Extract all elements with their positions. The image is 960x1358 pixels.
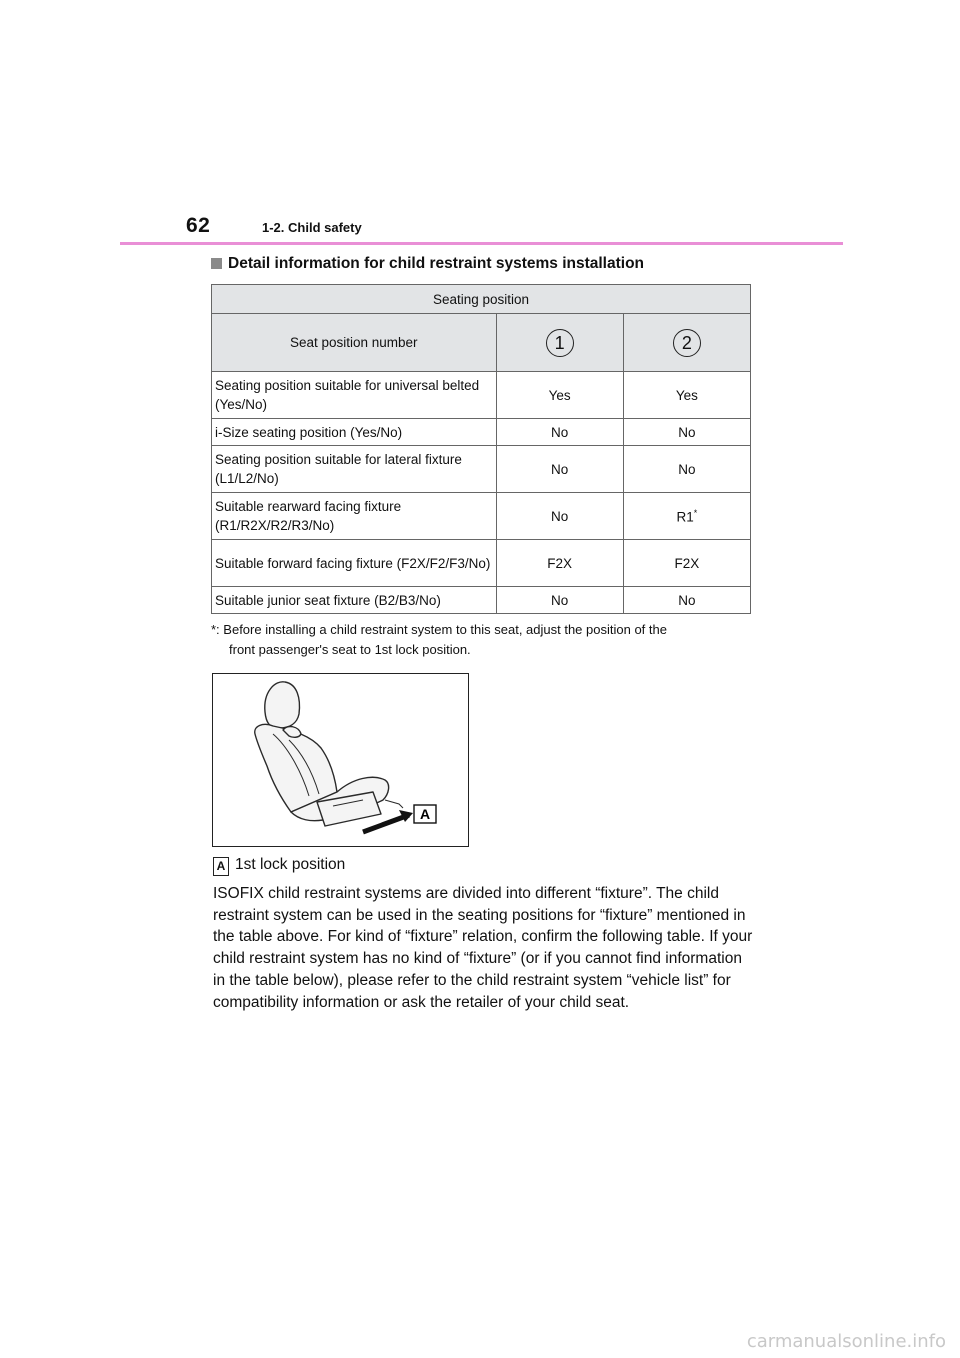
seat-row-label: Seat position number (212, 314, 497, 372)
row-label: Seating position suitable for universal belted (Yes/No) (212, 372, 497, 419)
circled-number-icon: 2 (673, 329, 701, 357)
page-number: 62 (186, 214, 211, 237)
table-row (212, 587, 751, 614)
child-restraint-table (211, 284, 751, 614)
footnote-line-2: front passenger's seat to 1st lock position. (229, 642, 471, 657)
row-value-seat-2 (623, 493, 750, 540)
table-row (212, 372, 751, 419)
seat-number-1 (496, 314, 623, 372)
row-value-seat-2: F2X (623, 540, 750, 587)
seat-number-2 (623, 314, 750, 372)
row-value-seat-1: No (496, 419, 623, 446)
footnote-marker: * (693, 507, 698, 518)
circled-number-icon: 1 (546, 329, 574, 357)
row-label: Suitable forward facing fixture (F2X/F2/F3/No) (212, 540, 497, 587)
row-value-seat-2: No (623, 446, 750, 493)
subheading (211, 255, 644, 273)
footnote (211, 620, 751, 660)
row-label: Suitable rearward facing fixture (R1/R2X/R2/R3/No) (212, 493, 497, 540)
subheading-text: Detail information for child restraint systems installation (228, 255, 645, 272)
row-value-seat-1: F2X (496, 540, 623, 587)
row-label: Seating position suitable for lateral fixture (L1/L2/No) (212, 446, 497, 493)
row-value-seat-2: Yes (623, 372, 750, 419)
row-value-seat-1: No (496, 587, 623, 614)
row-value-seat-2: No (623, 419, 750, 446)
footnote-mark: *: (211, 622, 220, 637)
row-value-text: R1 (676, 509, 694, 525)
watermark: carmanualsonline.info (746, 1331, 946, 1352)
row-label: i-Size seating position (Yes/No) (212, 419, 497, 446)
headrest-shape (265, 682, 300, 728)
table-row (212, 540, 751, 587)
seat-illustration (212, 673, 469, 847)
footnote-line-1: Before installing a child restraint system to this seat, adjust the position of the (223, 622, 667, 637)
callout-legend (213, 856, 345, 876)
row-value-seat-2: No (623, 587, 750, 614)
table-title: Seating position (212, 285, 751, 314)
row-value-seat-1: Yes (496, 372, 623, 419)
square-bullet-icon (211, 258, 222, 269)
section-title: 1-2. Child safety (262, 220, 362, 235)
table-header-row (212, 285, 751, 314)
table-row (212, 419, 751, 446)
seat-drawing (213, 674, 468, 846)
table-row (212, 446, 751, 493)
row-value-seat-1: No (496, 446, 623, 493)
row-value-seat-1: No (496, 493, 623, 540)
row-label: Suitable junior seat fixture (B2/B3/No) (212, 587, 497, 614)
figure-callout-letter: A (419, 806, 431, 822)
callout-letter-box: A (213, 857, 229, 876)
body-paragraph: ISOFIX child restraint systems are divided into different “fixture”. The child restraint system can be used in the seating positions for “fixture” mentioned in the table above. For kind of “fixture” relation, confirm the following table. If your child restraint system has no kind of “fixture” (or if you cannot find information in the table below), please refer to the child restraint system “vehicle list” for compatibility information or ask the retailer of your child seat. (213, 885, 753, 1011)
header-rule (120, 242, 843, 245)
body-text (213, 883, 753, 1013)
seat-number-row (212, 314, 751, 372)
table-row (212, 493, 751, 540)
callout-text: 1st lock position (235, 856, 346, 873)
